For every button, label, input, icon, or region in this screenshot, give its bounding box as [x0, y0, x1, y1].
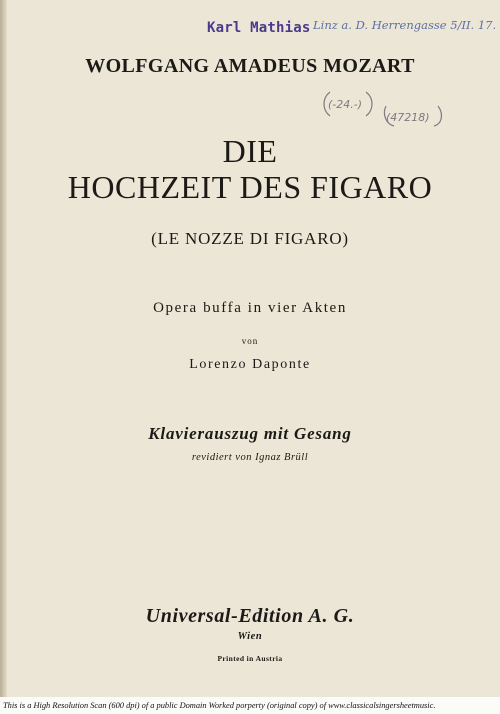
italian-title: (LE NOZZE DI FIGARO) — [151, 229, 349, 248]
reviser-credit: revidiert von Ignaz Brüll — [191, 452, 309, 463]
composer-name: WOLFGANG AMADEUS MOZART — [85, 55, 415, 77]
pencil-price-mark: (-24.-) — [328, 98, 363, 111]
publisher-city: Wien — [237, 631, 263, 642]
by-label: von — [241, 336, 259, 346]
owner-stamp: Karl Mathias — [207, 20, 311, 36]
handwritten-address: Linz a. D. Herrengasse 5/II. 17. — [313, 18, 497, 32]
publisher-name: Universal-Edition A. G. — [145, 605, 355, 627]
title-line-2: HOCHZEIT DES FIGARO — [67, 169, 433, 205]
pencil-catalog-mark: (47218) — [386, 111, 430, 124]
librettist-name: Lorenzo Daponte — [189, 357, 311, 372]
edition-type: Klavierauszug mit Gesang — [148, 424, 352, 443]
title-line-1: DIE — [222, 133, 278, 169]
opera-genre: Opera buffa in vier Akten — [153, 300, 347, 316]
scan-footer-note: This is a High Resolution Scan (600 dpi) of a public Domain Worked porperty (original copy) of www.classicalsingersheetmusic. — [0, 697, 500, 714]
pencil-annotation — [320, 84, 455, 130]
printed-in: Printed in Austria — [217, 654, 283, 663]
